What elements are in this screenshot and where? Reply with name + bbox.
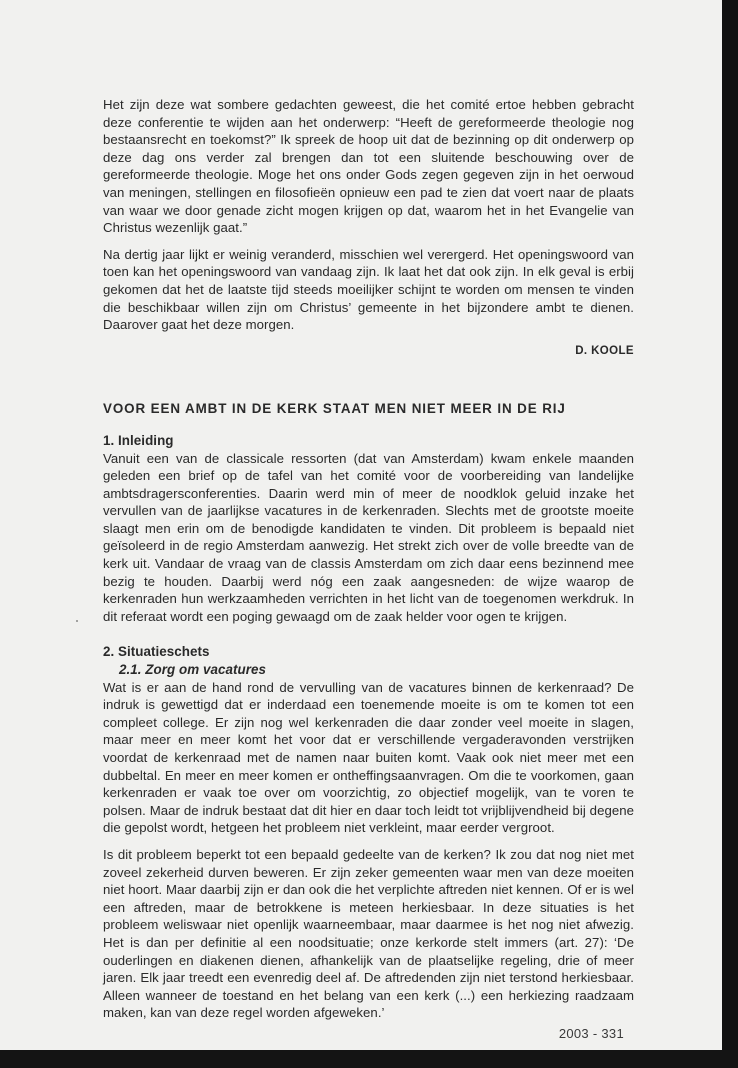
section-1-paragraph: Vanuit een van de classicale ressorten (dat van Amsterdam) kwam enkele maanden geleden een brief op de tafel van het comité voor de voorbereiding van landelijke ambtsdragersconferenties. Daarin werd min of meer de noodklok geluid inzake het vervullen van de jaarlijkse vacatures in de kerkenraden. Slechts met de grootste moeite slaagt men erin om de benodigde kandidaten te vinden. Dit probleem is bepaald niet geïsoleerd in de regio Amsterdam aanwezig. Het strekt zich over de volle breedte van de kerk uit. Vandaar de vraag van de classis Amsterdam om zich daar eens bezinnend mee bezig te houden. Daarbij werd nóg een zaak aangesneden: de wijze waarop de kerkenraden hun werkzaamheden verrichten in het licht van de toegenomen werkdruk. In dit referaat wordt een poging gewaagd om de zaak helder voor ogen te krijgen. [103, 450, 634, 624]
page-content [103, 96, 634, 1031]
section-2-paragraph-1: Wat is er aan de hand rond de vervulling van de vacatures binnen de kerkenraad? De indruk is gewettigd dat er inderdaad een toenemende moeite is om te komen tot een compleet college. Er zijn nog wel kerkenraden die daar zonder veel moeite in slagen, maar meer en meer komt het voor dat er verschillende vergaderavonden verstrijken voordat de kerkenraad met de namen naar buiten komt. Vaak ook niet meer met een dubbeltal. En meer en meer komen er ontheffingsaanvragen. Om die te voorkomen, gaan kerkenraden er vaak toe over om voorzichtig, zo objectief mogelijk, van te voren te polsen. Maar de indruk bestaat dat dit hier en daar toch leidt tot vrijblijvendheid bij degene die gepolst wordt, hetgeen het probleem niet verkleint, maar eerder vergroot. [103, 679, 634, 836]
scan-edge-bottom [0, 1050, 738, 1068]
scan-edge-right [722, 0, 738, 1068]
section-2-paragraph-2: Is dit probleem beperkt tot een bepaald gedeelte van de kerken? Ik zou dat nog niet met zoveel zekerheid durven beweren. Er zijn zeker gemeenten waar men van deze moeiten niet hoort. Maar daarbij zijn er dan ook die het verplichte aftreden niet kennen. Of er is wel een aftreden, maar de betrokkene is meteen herkiesbaar. In deze situaties is het probleem weliswaar niet openlijk waarneembaar, maar daarmee is het nog niet afwezig. Het is dan per definitie al een noodsituatie; onze kerkorde stelt immers (art. 27): ‘De ouderlingen en diakenen dienen, afhankelijk van de plaatselijke regeling, drie of meer jaren. Elk jaar treedt een evenredig deel af. De aftredenden zijn niet terstond herkiesbaar. Alleen wanneer de toestand en het belang van een kerk (...) een herkiezing raadzaam maken, kan van deze regel worden afgeweken.’ [103, 846, 634, 1021]
section-heading-situatieschets: 2. Situatieschets [103, 644, 210, 660]
subsection-heading-vacatures: 2.1. Zorg om vacatures [119, 662, 266, 678]
intro-paragraph-1: Het zijn deze wat sombere gedachten geweest, die het comité ertoe hebben gebracht deze conferentie te wijden aan het onderwerp: “Heeft de gereformeerde theologie nog bestaansrecht en toekomst?” Ik spreek de hoop uit dat de bezinning op dit onderwerp op deze dag ons verder zal brengen dan tot een sluitende beschouwing over de gereformeerde theologie. Moge het ons onder Gods zegen gegeven zijn in het oerwoud van meningen, stellingen en filosofieën opnieuw een pad te zien dat voert naar de plaats van waar we door genade zicht mogen krijgen op dat, waarom het in het Evangelie van Christus wezenlijk gaat.” [103, 97, 634, 236]
author-signature: D. KOOLE [575, 344, 634, 357]
section-heading-inleiding: 1. Inleiding [103, 432, 174, 448]
intro-paragraph-2: Na dertig jaar lijkt er weinig veranderd, misschien wel verergerd. Het openingswoord van toen kan het openingswoord van vandaag zijn. Ik laat het dat ook zijn. In elk geval is erbij gekomen dat het de laatste tijd steeds moeilijker schijnt te worden om mensen te vinden die beschikbaar willen zijn om Christus’ gemeente in het bijzondere ambt te dienen. Daarover gaat het deze morgen. [103, 246, 634, 333]
scan-speck [76, 620, 78, 622]
article-title: VOOR EEN AMBT IN DE KERK STAAT MEN NIET MEER IN DE RIJ [103, 401, 566, 417]
page-number: 2003 - 331 [558, 1026, 624, 1041]
